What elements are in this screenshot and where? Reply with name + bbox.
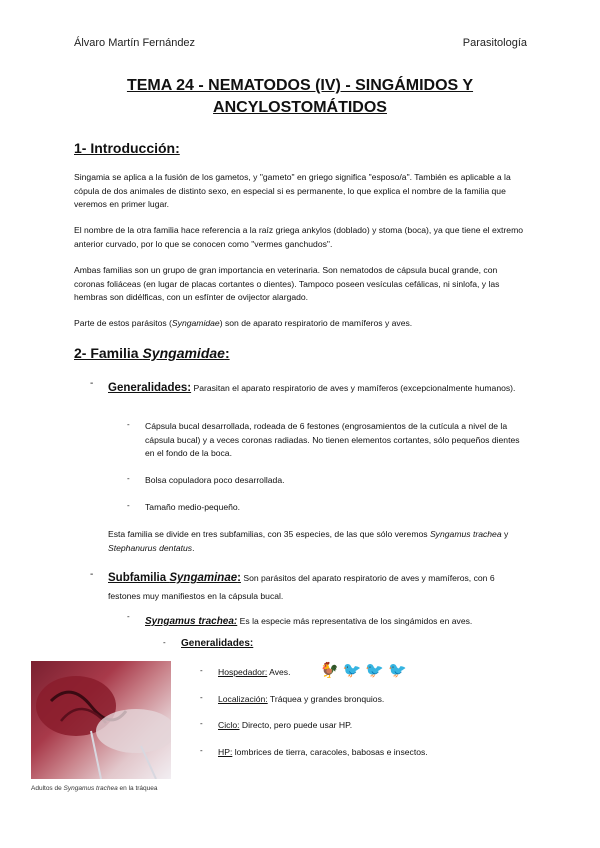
family-heading: 2- Familia Syngamidae: xyxy=(74,345,230,361)
trachea-photo xyxy=(31,661,171,779)
item-hp: HP: lombrices de tierra, caracoles, babosas e insectos. xyxy=(218,747,428,757)
subfamily-syngaminae: Subfamilia Syngaminae: Son parásitos del aparato respiratorio de aves y mamíferos, con 6 festones muy manifiestos en la cápsula bucal. xyxy=(108,572,495,601)
title-line-2: ANCYLOSTOMÁTIDOS xyxy=(213,99,387,116)
page-title xyxy=(60,75,540,119)
species-syngamus-trachea: Syngamus trachea: Es la especie más representativa de los singámidos en aves. xyxy=(145,616,473,627)
bullet-dash: - xyxy=(90,378,94,389)
photo-caption: Adultos de Syngamus trachea en la tráquea xyxy=(31,785,158,792)
family-bullet-1: Cápsula bucal desarrollada, rodeada de 6 festones (engrosamientos de la cutícula a nivel de la cápsula bucal) y a veces coronas radiadas. No tienen elementos cortantes, sólo pequeños dientes en el fondo de la boca. xyxy=(145,421,520,458)
species-generalidades: Generalidades: xyxy=(181,638,254,649)
family-bullet-2: Bolsa copuladora poco desarrollada. xyxy=(145,475,285,485)
family-generalidades: Generalidades: Parasitan el aparato respiratorio de aves y mamíferos (excepcionalmente humanos). xyxy=(108,382,516,394)
item-ciclo: Ciclo: Directo, pero puede usar HP. xyxy=(218,720,353,730)
family-bullet-3: Tamaño medio-pequeño. xyxy=(145,502,241,512)
header-author: Álvaro Martín Fernández xyxy=(74,37,196,49)
intro-heading: 1- Introducción: xyxy=(74,140,180,156)
item-hospedador: Hospedador: Aves. xyxy=(218,667,291,677)
title-line-1: TEMA 24 - NEMATODOS (IV) - SINGÁMIDOS Y xyxy=(126,77,474,94)
family-division-text: Esta familia se divide en tres subfamilias, con 35 especies, de las que sólo veremos Syngamus trachea y Stephanurus dentatus. xyxy=(108,529,509,553)
intro-paragraph-3: Ambas familias son un grupo de gran importancia en veterinaria. Son nematodos de cápsula bucal grande, con coronas foliáceas (en lugar de placas cortantes o dientes). Tampoco poseen vesículas cefálicas, ni sinlofa, y las hembras son didélficas, con un esfínter de ovijector alargado. xyxy=(74,265,500,302)
item-localizacion: Localización: Tráquea y grandes bronquios. xyxy=(218,694,385,704)
intro-paragraph-4: Parte de estos parásitos (Syngamidae) son de aparato respiratorio de mamíferos y aves. xyxy=(74,318,413,328)
intro-paragraph-1: Singamia se aplica a la fusión de los gametos, y "gameto" en griego significa "esposo/a". También es aplicable a la cópula de dos animales de distinto sexo, en especial si es permanente, lo que explica el nombre de la familia que veremos en primer lugar. xyxy=(74,172,511,209)
birds-icon: 🐓🐦🐦🐦 xyxy=(320,662,411,679)
header-subject: Parasitología xyxy=(462,37,527,49)
intro-paragraph-2: El nombre de la otra familia hace referencia a la raíz griega ankylos (doblado) y stoma (boca), ya que tiene el extremo anterior curvado, por lo que se conocen como "vermes ganchudos". xyxy=(74,225,524,249)
